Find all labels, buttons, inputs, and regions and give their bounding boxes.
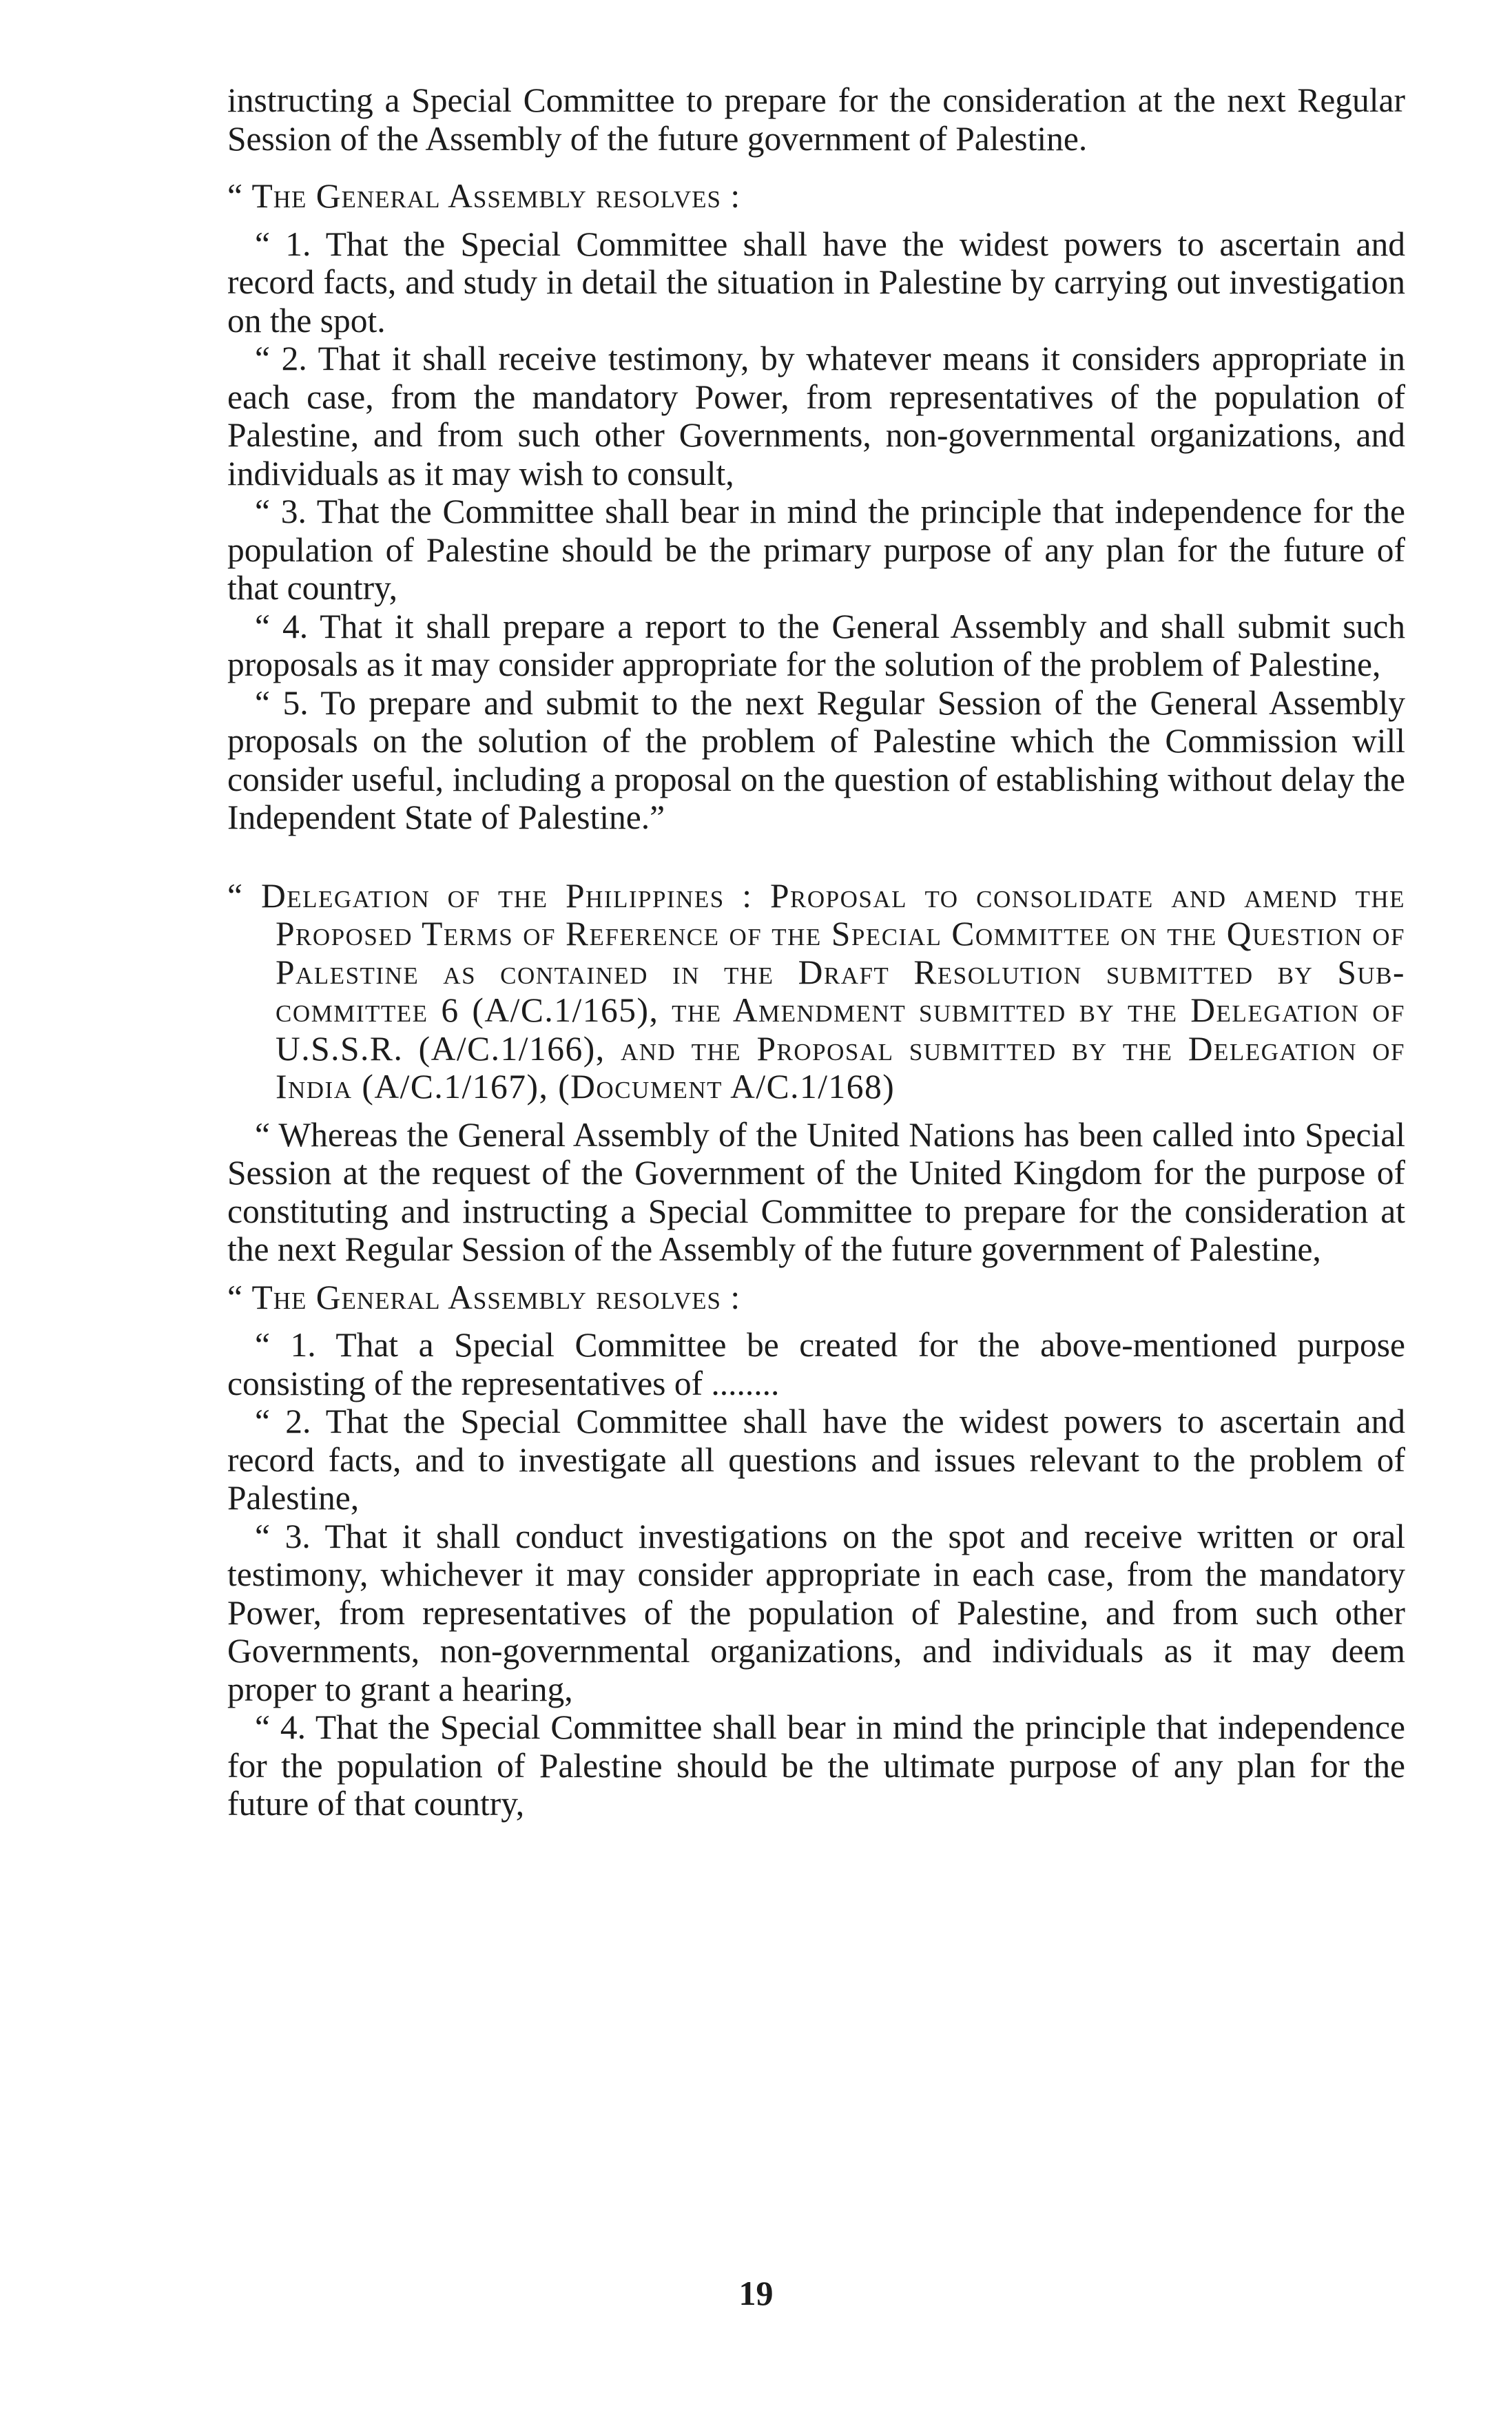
resolution-2-item-2: “ 2. That the Special Committee shall have the widest powers to ascertain and record facts, and to investigate all questions and issues relevant to the problem of Palestine, <box>227 1402 1405 1517</box>
resolution-2-item-3: “ 3. That it shall conduct investigations on the spot and receive written or oral testimony, whichever it may consider appropriate in each case, from the mandatory Power, from representatives of the population of Palestine, and from such other Governments, non-governmental organizations, and individuals as it may deem proper to grant a hearing, <box>227 1517 1405 1708</box>
resolution-1-item-2: “ 2. That it shall receive testimony, by whatever means it considers appropriate in each case, from the mandatory Power, from representatives of the population of Palestine, and from such other Governments, non-governmental organizations, and individuals as it may wish to consult, <box>227 340 1405 493</box>
whereas-paragraph: “ Whereas the General Assembly of the United Nations has been called into Special Session at the request of the Government of the United Kingdom for the purpose of constituting and instructing a Special Committee to prepare for the consideration at the next Regular Session of the Assembly of the future government of Palestine, <box>227 1115 1405 1268</box>
resolution-1-item-1: “ 1. That the Special Committee shall have the widest powers to ascertain and record facts, and study in detail the situation in Palestine by carrying out investigation on the spot. <box>227 225 1405 340</box>
resolution-1-item-5: “ 5. To prepare and submit to the next Regular Session of the General Assembly proposals on the solution of the problem of Palestine which the Commission will consider useful, including a proposal on the question of establishing without delay the Independent State of Palestine.” <box>227 683 1405 836</box>
resolves-heading-2: “ The General Assembly resolves : <box>227 1278 741 1316</box>
resolution-2-item-4: “ 4. That the Special Committee shall bear in mind the principle that independence for the population of Palestine should be the ultimate purpose of any plan for the future of that country, <box>227 1708 1405 1823</box>
resolution-2-item-1: “ 1. That a Special Committee be created for the above-mentioned purpose consisting of the representatives of ........ <box>227 1326 1405 1402</box>
resolution-1-item-4: “ 4. That it shall prepare a report to the General Assembly and shall submit such proposals as it may consider appropriate for the solution of the problem of Palestine, <box>227 607 1405 683</box>
document-page <box>227 81 1405 1823</box>
resolves-heading-1: “ The General Assembly resolves : <box>227 177 741 215</box>
resolution-1-item-3: “ 3. That the Committee shall bear in mind the principle that independence for the population of Palestine should be the primary purpose of any plan for the future of that country, <box>227 493 1405 607</box>
philippines-proposal-heading: “ Delegation of the Philippines : Proposal to consolidate and amend the Proposed Terms of Reference of the Special Committee on the Question of Palestine as contained in the Draft Resolution submitted by Sub-committee 6 (A/C.1/165), the Amendment submitted by the Delegation of U.S.S.R. (A/C.1/166), and the Proposal submitted by the Delegation of India (A/C.1/167), (Document A/C.1/168) <box>227 876 1405 1106</box>
intro-paragraph: instructing a Special Committee to prepare for the consideration at the next Regular Session of the Assembly of the future government of Palestine. <box>227 81 1405 158</box>
page-number: 19 <box>738 2274 774 2312</box>
